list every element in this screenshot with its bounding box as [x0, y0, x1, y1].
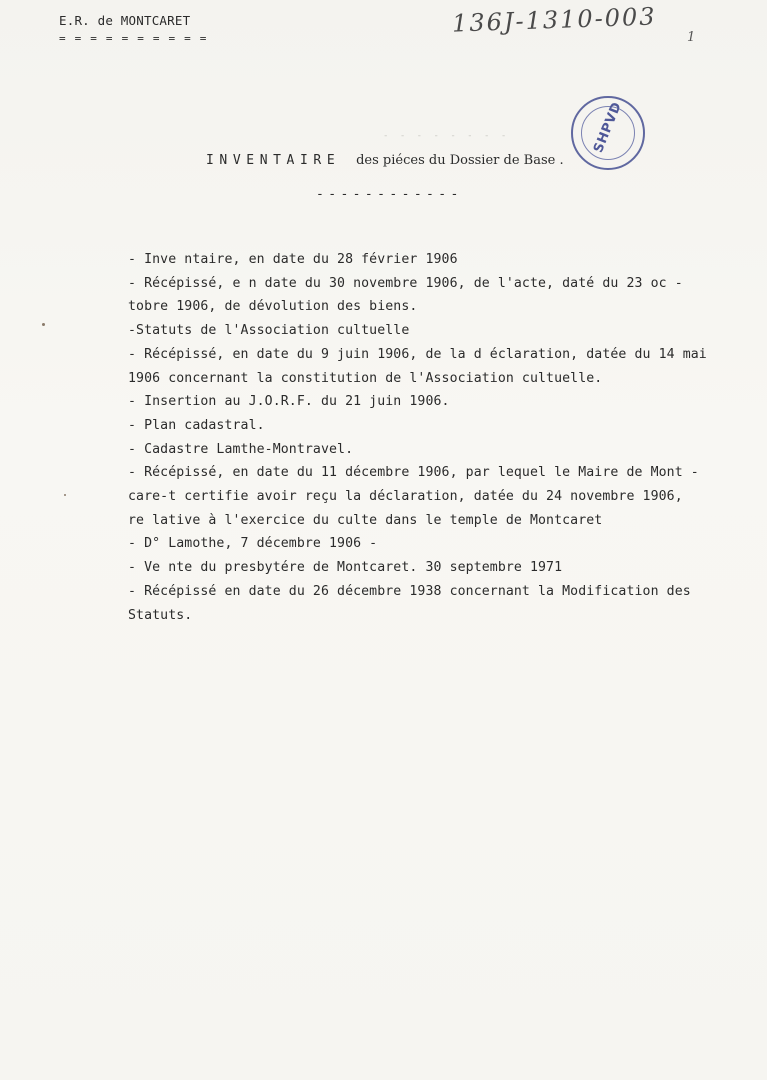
stamp-text: SHPVD — [591, 100, 625, 155]
paper-speck — [42, 323, 45, 326]
inventory-line: care-t certifie avoir reçu la déclaration, datée du 24 novembre 1906, — [128, 489, 683, 505]
inventory-line: - Récépissé, e n date du 30 novembre 1906, de l'acte, daté du 23 oc - — [128, 275, 683, 291]
parish-header — [59, 14, 208, 46]
title-spaced-word: INVENTAIRE — [206, 153, 341, 168]
archive-cote-handwritten: 136J-1310-003 — [451, 2, 657, 38]
title-underline: ------------ — [316, 187, 463, 202]
document-title — [206, 153, 564, 168]
title-rest: des piéces du Dossier de Base . — [356, 153, 564, 168]
header-double-rule: = = = = = = = = = = — [59, 32, 208, 45]
inventory-line: - Insertion au J.O.R.F. du 21 juin 1906. — [128, 394, 450, 410]
inventory-line: - Inve ntaire, en date du 28 février 1906 — [128, 252, 458, 267]
parish-name: E.R. de MONTCARET — [59, 13, 191, 28]
faint-mark: - - - - - - - - — [383, 131, 510, 141]
inventory-line: re lative à l'exercice du culte dans le temple de Montcaret — [128, 512, 603, 528]
inventory-line: - Récépissé, en date du 9 juin 1906, de la d éclaration, datée du 14 mai — [128, 346, 707, 362]
inventory-line: - Récépissé en date du 26 décembre 1938 concernant la Modification des — [128, 583, 691, 599]
archive-stamp — [571, 96, 645, 170]
inventory-line: - Récépissé, en date du 11 décembre 1906, par lequel le Maire de Mont - — [128, 465, 699, 481]
inventory-line: - Cadastre Lamthe-Montravel. — [128, 441, 354, 457]
inventory-line: - Ve nte du presbytére de Montcaret. 30 septembre 1971 — [128, 560, 563, 576]
folio-number: 1 — [687, 30, 696, 45]
inventory-list — [128, 248, 707, 627]
inventory-line: - Plan cadastral. — [128, 417, 265, 433]
inventory-line: - D° Lamothe, 7 décembre 1906 - — [128, 536, 378, 552]
paper-speck — [64, 494, 66, 496]
inventory-line: Statuts. — [128, 607, 193, 623]
inventory-line: tobre 1906, de dévolution des biens. — [128, 299, 418, 315]
inventory-line: 1906 concernant la constitution de l'Association cultuelle. — [128, 370, 603, 386]
inventory-line: -Statuts de l'Association cultuelle — [128, 323, 410, 339]
